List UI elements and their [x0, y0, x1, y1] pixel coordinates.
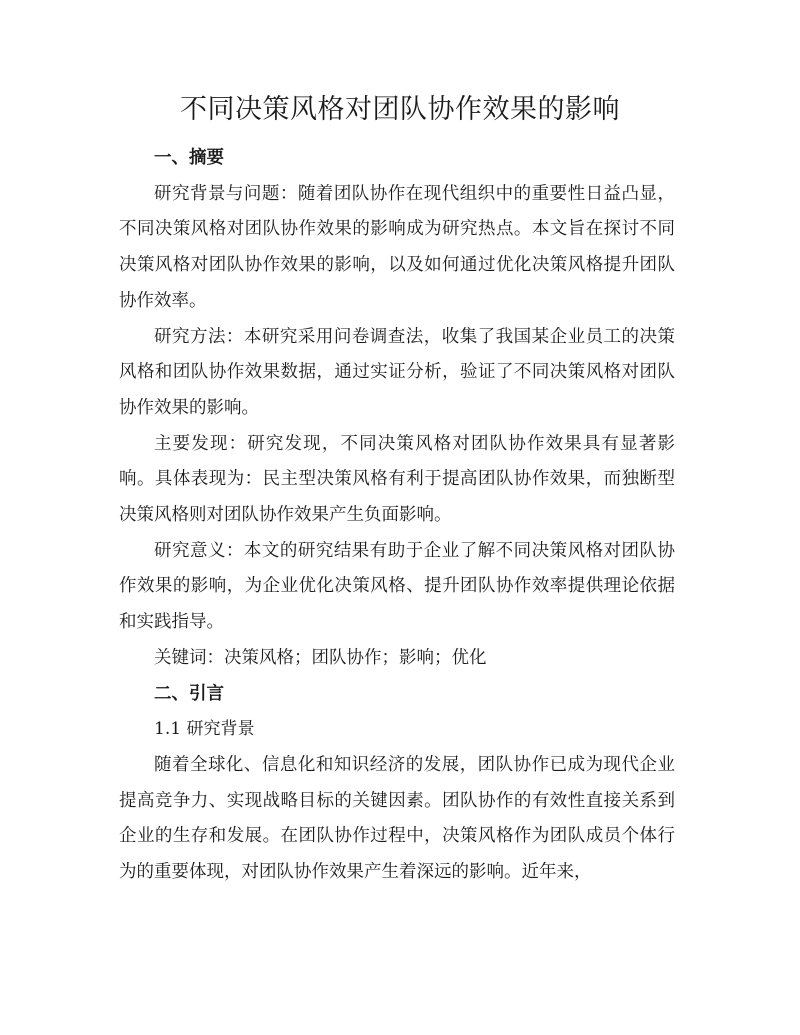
abstract-heading: 一、摘要: [154, 148, 224, 168]
introduction-heading: 二、引言: [154, 683, 224, 704]
abstract-paragraph-findings: 主要发现：研究发现，不同决策风格对团队协作效果具有显著影响。具体表现为：民主型决策风格有利于提高团队协作效果，而独断型决策风格则对团队协作效果产生负面影响。: [119, 433, 675, 526]
document-body: [119, 141, 675, 891]
subsection-research-background: 1.1 研究背景: [154, 719, 255, 740]
abstract-paragraph-significance: 研究意义：本文的研究结果有助于企业了解不同决策风格对团队协作效果的影响，为企业优化决策风格、提升团队协作效率提供理论依据和实践指导。: [119, 540, 675, 633]
abstract-paragraph-background: 研究背景与问题：随着团队协作在现代组织中的重要性日益凸显，不同决策风格对团队协作效果的影响成为研究热点。本文旨在探讨不同决策风格对团队协作效果的影响，以及如何通过优化决策风格提升团队协作效率。: [119, 183, 675, 311]
keywords-line: 关键词：决策风格；团队协作；影响；优化: [154, 647, 487, 668]
abstract-paragraph-method: 研究方法：本研究采用问卷调查法，收集了我国某企业员工的决策风格和团队协作效果数据，通过实证分析，验证了不同决策风格对团队协作效果的影响。: [119, 326, 675, 418]
document-title: 不同决策风格对团队协作效果的影响: [180, 94, 620, 125]
introduction-paragraph: 随着全球化、信息化和知识经济的发展，团队协作已成为现代企业提高竞争力、实现战略目标的关键因素。团队协作的有效性直接关系到企业的生存和发展。在团队协作过程中，决策风格作为团队成员个体行为的重要体现，对团队协作效果产生着深远的影响。近年来，: [119, 754, 675, 883]
